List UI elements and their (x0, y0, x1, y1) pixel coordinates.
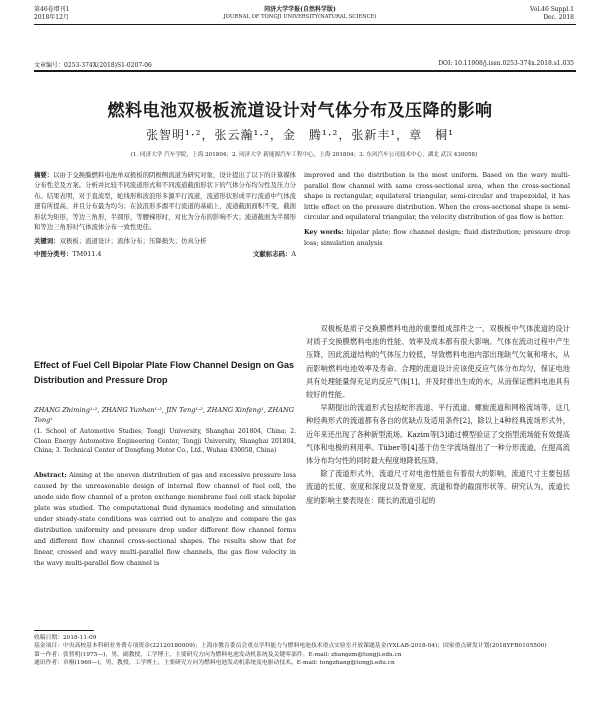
doi: DOI: 10.11908/j.issn.0253-374x.2018.s1.035 (438, 60, 574, 67)
abstract-en-right (304, 170, 570, 248)
header-journal-en: JOURNAL OF TONGJI UNIVERSITY(NATURAL SCIENCE) (223, 14, 377, 20)
footnote-received: 收稿日期：2018-11-09 (34, 635, 97, 641)
doc-code-label: 文献标志码： (253, 249, 292, 258)
header-journal-zh: 同济大学学报(自然科学版) (264, 6, 336, 13)
keywords-en-label: Key words: (304, 227, 344, 236)
clc-label: 中图分类号： (34, 249, 73, 258)
footnote-rule (34, 630, 94, 631)
header-volume-issue-zh: 第46卷增刊1 (34, 6, 70, 13)
authors-zh: 张智明¹·²，张云瀚¹·²，金 腾¹·²，张新丰¹，章 桐¹ (146, 128, 454, 142)
authors-en: ZHANG Zhiming¹·², ZHANG Yunhan¹·², JIN Teng¹·², ZHANG Xinfeng¹, ZHANG Tong¹ (34, 406, 295, 424)
article-number: 文章编号：0253-374X(2018)S1-0207-06 (34, 62, 152, 69)
header-date-en: Dec. 2018 (543, 14, 574, 21)
affiliation-zh: (1. 同济大学 汽车学院，上海 201804；2. 同济大学 新能源汽车工程中心，上海 201804；3. 东风汽车公司技术中心，湖北 武汉 430058) (130, 152, 478, 158)
body-paragraph: 早期提出的流道形式包括蛇形流道、平行流道、螺旋流道和网格流场等，这几种经典形式的流道都有各自的优缺点及适用条件[2]，除以上4种经典流场形式外，近年来还出现了各种新型流场。Kazim等[3]通过模型验证了交指型流场能有效提高气体和电极的利用率。Tüber等[4]基于仿生学流场提出了一种分形流道，在提高流体分布均匀性的同时最大程度地降低压降。 (306, 403, 570, 466)
abstract-zh-label: 摘要： (34, 171, 54, 179)
body-paragraph: 双极板是质子交换膜燃料电池的重要组成部件之一，双极板中气体流道的设计对质子交换膜燃料电池的性能、效率及成本都有很大影响。气体在流动过程中产生压降，因此流道结构的气体压力较低，导致燃料电池内部出现缺气欠氧和堵水，从而影响燃料电池效率及寿命。合理的流道设计应该使反应气体分布均匀，保证电池具有处理能量得充足的反应气体[1]，并及时排出生成的水，从而保证燃料电池具有较好的性能。 (306, 324, 570, 400)
header-rule (34, 24, 576, 25)
header-date-zh: 2018年12月 (34, 14, 69, 21)
footnote-corresponding-author: 通讯作者：章桐(1969—)，男，教授，工学博士，主要研究方向为燃料电池发动机系统及电驱动技术。E-mail: tongzhang@tongji.edu.cn (34, 660, 395, 667)
keywords-zh-label: 关键词： (34, 237, 60, 246)
abstract-en-label: Abstract: (34, 471, 67, 479)
keywords-zh-text: 双极板；流道设计；流体分布；压降损失；仿真分析 (59, 237, 207, 246)
abstract-zh-block (34, 170, 296, 259)
footnote-first-author: 第一作者：张智明(1975—)，男，副教授，工学博士，主要研究方向为燃料电池发动机系统及关键零部件。E-mail: zhangzm@tongji.edu.cn (34, 651, 402, 658)
footnotes (34, 634, 574, 668)
clc-value: TM911.4 (72, 249, 102, 258)
abstract-en-text-right: improved and the distribution is the most uniform. Based on the wavy multi-parallel flow channel with same cross-sectional area, when the cross-sectional shape is rectangular, equilateral triangular, semi-circular and trapezoidal, it has little effect on the pressure distribution. When the cross-sectional shape is semi-circular and equilateral triangular, the velocity distribution of gas flow is better. (304, 171, 570, 222)
affiliation-en: (1. School of Automotive Studies, Tongji University, Shanghai 201804, China; 2. Clean Energy Automotive Engineering Center, Tongji University, Shanghai 201804, China; 3. Technical Center of Dongfeng Motor Co., Ltd., Wuhan 430058, China) (34, 428, 296, 455)
footnote-funding: 基金项目：中央高校基本科研业务费专项资金(22120180009)；上海市教育委员会重点学科能力与燃料电池技术重点实验室开放课题基金(YXLAB-2018-04)；国家重点研发计划(2018YFB0105500) (34, 643, 547, 650)
abstract-zh-text: 以由于交换膜燃料电池单双极板的阴极侧流道为研究对象，设计提出了以下的计算媒体分布性差及方案。分析并比较不同流道形式和不同流道截面形状下的气体分布均匀性及压力分布。结果表明，对于直流型，蛇线形和波浪形多源平行流道，流道形状形成平行流道中气体流速有所提高，并且分布最为均匀；在波浪形多源平行流道的基础上，流道截面面积不变，截面形状为矩形，等边三角形，半圆形，等腰梯形时，对比为分布的影响不大；流道截面为半圆形和等边三角形时气体流体分布一致性更佳。 (34, 171, 297, 232)
paper-title-zh: 燃料电池双极板流道设计对气体分布及压降的影响 (107, 101, 493, 121)
body-text-zh (306, 322, 570, 507)
paper-title-en: Effect of Fuel Cell Bipolar Plate Flow Channel Design on Gas Distribution and Pressure Drop (34, 360, 295, 385)
header-volume-en: Vol.46 Suppl.1 (529, 6, 574, 13)
meta-rule (34, 70, 576, 72)
doc-code-value: A (291, 249, 296, 258)
abstract-en-left (34, 470, 296, 569)
abstract-en-text-left: Aiming at the uneven distribution of gas and excessive pressure loss caused by the unreasonable design of internal flow channel of fuel cell, the anode side flow channel of a proton exchange membrane fuel cell stack bipolar plate was studied. The computational fluid dynamics modeling and simulation under steady-state conditions was carried out to analyze and compare the gas distribution uniformity and pressure drop under different flow channel forms and different flow channel cross-sectional shapes. The results show that for linear, crossed and wavy multi-parallel flow channels, the gas flow velocity in the wavy multi-parallel flow channel is (34, 471, 296, 567)
body-paragraph: 除了流道形式外，流道尺寸对电池性能也有着很大的影响，流道尺寸主要包括流道的长度、宽度和深度以及脊宽度、流道和脊的截面形状等。研究认为，流道长度的影响主要表现在：随长的流道引起的 (306, 469, 570, 505)
keywords-en-text: bipolar plate; flow channel design; fluid distribution; pressure drop loss; simulation analysis (304, 227, 570, 247)
